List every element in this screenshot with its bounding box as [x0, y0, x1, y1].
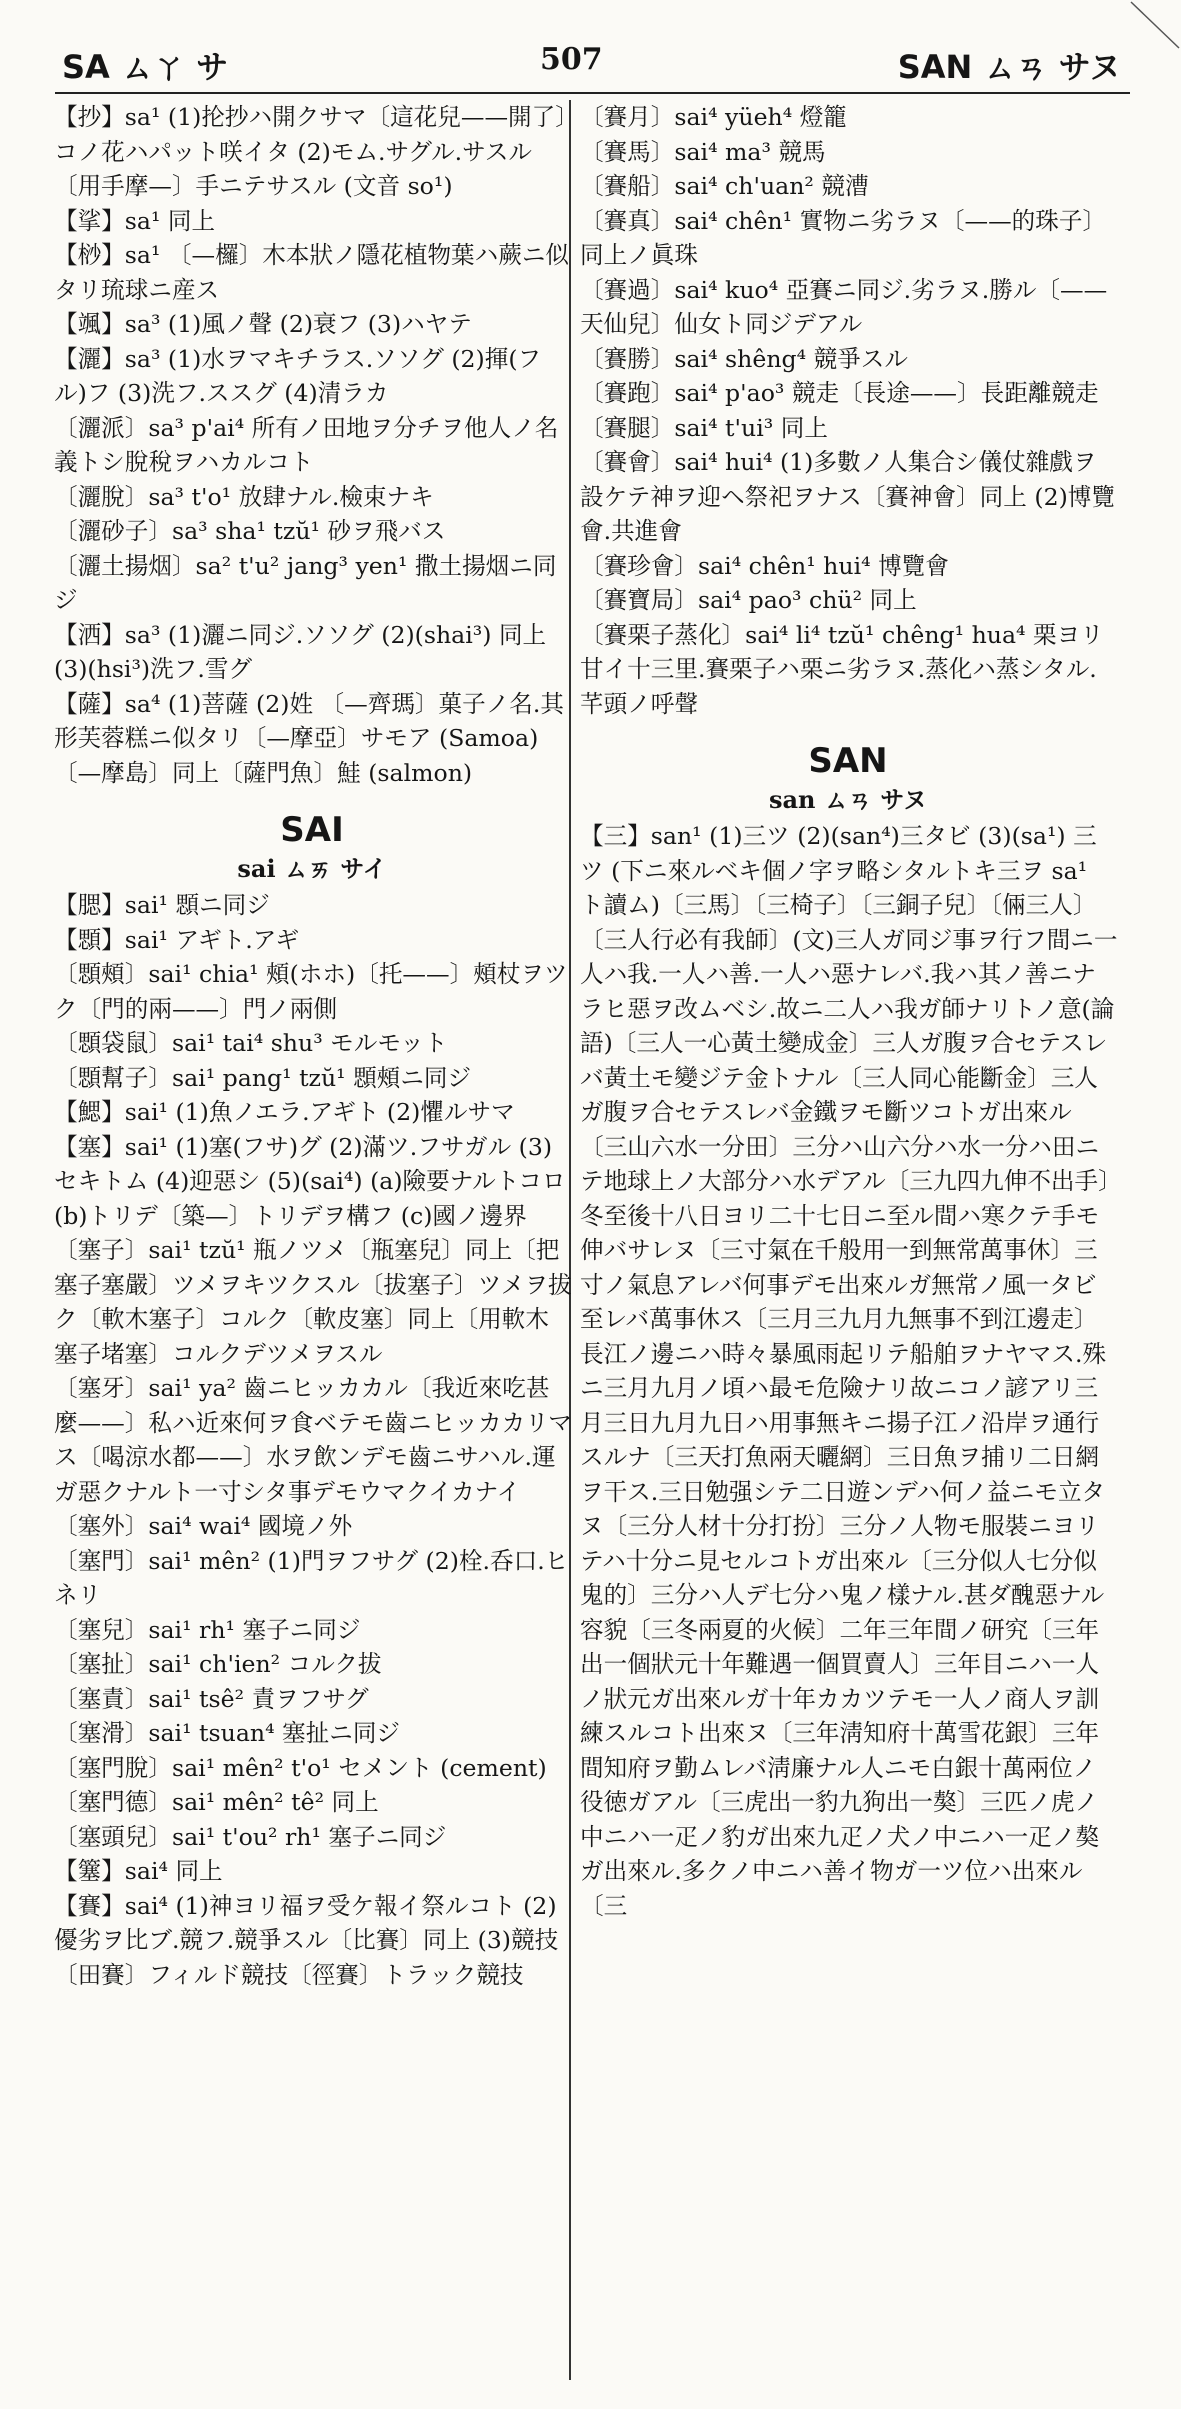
entry-san1-three: 【三】san¹ (1)三ツ (2)(san⁴)三タビ (3)(sa¹) 三ツ (下ニ來ルベキ個ノ字ヲ略シタルトキ三ヲ sa¹ ト讀ム)〔三馬〕〔三椅子〕〔三銅子兒〕〔倆三人〕: [580, 822, 1097, 919]
section-title: SAN: [808, 741, 888, 781]
header-right-guideword: SAN ㄙㄢ サヌ: [897, 48, 1121, 86]
entry-sa1-suo: 【抄】sa¹ (1)抡抄ハ開クサマ〔這花兒——開了〕コノ花ハパット咲イタ (2)モム.サグル.サスル〔用手摩—〕手ニテサスル (文音 so¹): [54, 103, 568, 200]
entry-sai4-kuo: 〔賽過〕sai⁴ kuo⁴ 亞賽ニ同ジ.劣ラヌ.勝ル〔——天仙兒〕仙女ト同ジデアル: [580, 275, 1108, 338]
page-corner-mark: [1121, 0, 1181, 60]
entry-sa3-sa: 【颯】sa³ (1)風ノ聲 (2)衰フ (3)ハヤテ: [54, 310, 472, 338]
header-left-guideword: SA ㄙㄚ サ: [62, 48, 229, 86]
section-heading-san: [578, 739, 1118, 817]
entry-sai4-chen: 〔賽真〕sai⁴ chên¹ 實物ニ劣ラヌ〔——的珠子〕同上ノ眞珠: [580, 206, 1107, 269]
header-rule: [55, 92, 1130, 94]
entry-sai1-sai: 【腮】sai¹ 顋ニ同ジ: [54, 891, 270, 919]
entry-sai1-sai-2: 【顋】sai¹ アギト.アギ: [54, 925, 300, 954]
entry-sai4-sheng: 〔賽勝〕sai⁴ shêng⁴ 競爭スル: [580, 344, 908, 373]
entry-sai4-ma: 〔賽馬〕sai⁴ ma³ 競馬: [580, 137, 826, 166]
entry-sai1-ya: 〔塞牙〕sai¹ ya² 齒ニヒッカカル〔我近來吃甚麼——〕私ハ近來何ヲ食ベテモ齒ニヒッカカリマス〔喝涼水都——〕水ヲ飲ンデモ齒ニサハル.運ガ惡クナルト一寸シタ事デモウマクイカナイ: [54, 1374, 572, 1506]
entry-sa3-to: 〔灑脫〕sa³ t'o¹ 放肆ナル.檢束ナキ: [54, 482, 434, 511]
entry-sai4-compete: 【賽】sai⁴ (1)神ヨリ福ヲ受ケ報イ祭ルコト (2)優劣ヲ比ブ.競フ.競爭スル〔比賽〕同上 (3)競技〔田賽〕フィルド競技〔徑賽〕トラック競技: [54, 1891, 559, 1989]
section-title: SAI: [280, 810, 344, 850]
entry-sa3-pai: 〔灑派〕sa³ p'ai⁴ 所有ノ田地ヲ分チヲ他人ノ名義トシ脫稅ヲハカルコト: [54, 413, 559, 476]
entry-sai1-taishu: 〔顋袋鼠〕sai¹ tai⁴ shu³ モルモット: [54, 1029, 448, 1057]
page-number: 507: [540, 42, 603, 77]
entry-sa4-sa: 【薩】sa⁴ (1)菩薩 (2)姓 〔—齊瑪〕菓子ノ名.其形芙蓉糕ニ似タリ〔—摩亞〕サモア (Samoa)〔—摩島〕同上〔薩門魚〕鮭 (salmon): [54, 689, 564, 787]
entry-san1-proverbs: 〔三人行必有我師〕(文)三人ガ同ジ事ヲ行フ間ニ一人ハ我.一人ハ善.一人ハ惡ナレバ.我ハ其ノ善ニナラヒ惡ヲ改ムベシ.故ニ二人ハ我ガ師ナリトノ意(論語)〔三人一心黃土變成金〕三人ガ腹ヲ合セテスレバ黃土モ變ジテ金トナル〔三人同心能斷金〕三人ガ腹ヲ合セテスレバ金鐵ヲモ斷ツコトガ出來ル〔三山六水一分田〕三分ハ山六分ハ水一分ハ田ニテ地球上ノ大部分ハ水デアル〔三九四九伸不出手〕冬至後十八日ヨリ二十七日ニ至ル間ハ寒クテ手モ伸バサレヌ〔三寸氣在千般用一到無常萬事休〕三寸ノ氣息アレバ何事デモ出來ルガ無常ノ風一タビ至レバ萬事休ス〔三月三九月九無事不到江邊走〕長江ノ邊ニハ時々暴風雨起リテ船舶ヲナヤマス.殊ニ三月九月ノ頃ハ最モ危險ナリ故ニコノ諺アリ三月三日九月九日ハ用事無キニ揚子江ノ沿岸ヲ通行スルナ〔三天打魚兩天曬網〕三日魚ヲ捕リ二日網ヲ干ス.三日勉强シテ二日遊ンデハ何ノ益ニモ立タヌ〔三分人材十分打扮〕三分ノ人物モ服裝ニヨリテハ十分ニ見セルコトガ出來ル〔三分似人七分似鬼的〕三分ハ人デ七分ハ鬼ノ樣ナル.甚ダ醜惡ナル容貌〔三冬兩夏的火候〕二年三年間ノ研究〔三年出一個狀元十年難遇一個買賣人〕三年目ニハ一人ノ狀元ガ出來ルガ十年カカツテモ一人ノ商人ヲ訓練スルコト出來ヌ〔三年淸知府十萬雪花銀〕三年間知府ヲ勤ムレバ淸廉ナル人ニモ白銀十萬兩位ノ役徳ガアル〔三虎出一豹九狗出一獒〕三匹ノ虎ノ中ニハ一疋ノ豹ガ出來九疋ノ犬ノ中ニハ一疋ノ獒ガ出來ル.多クノ中ニハ善イ物ガ一ツ位ハ出來ル〔三: [580, 925, 1118, 1920]
entry-sai1-tsuan: 〔塞滑〕sai¹ tsuan⁴ 塞扯ニ同ジ: [54, 1719, 401, 1747]
entry-sai1-ment-te: 〔塞門德〕sai¹ mên² tê² 同上: [54, 1788, 379, 1816]
entry-sai1-men: 〔塞門〕sai¹ mên² (1)門ヲフサグ (2)栓.呑口.ヒネリ: [54, 1546, 569, 1609]
right-column: [578, 100, 1118, 1923]
entry-sai4-lizi: 〔賽栗子蒸化〕sai⁴ li⁴ tzŭ¹ chêng¹ hua⁴ 栗ヨリ甘イ十三里.賽栗子ハ栗ニ劣ラヌ.蒸化ハ蒸シタル.芊頭ノ呼聲: [580, 620, 1104, 718]
entry-sai1-stopper: 〔塞子〕sai¹ tzŭ¹ 瓶ノツメ〔瓶塞兒〕同上〔把塞子塞嚴〕ツメヲキツクスル〔拔塞子〕ツメヲ拔ク〔軟木塞子〕コルク〔軟皮塞〕同上〔用軟木塞子堵塞〕コルクデツメヲスル: [54, 1236, 572, 1368]
entry-sai1-chia: 〔顋頰〕sai¹ chia¹ 頰(ホホ)〔托——〕頰杖ヲツク〔門的兩——〕門ノ兩側: [54, 960, 568, 1023]
entry-sa3-xi: 【洒】sa³ (1)灑ニ同ジ.ソソグ (2)(shai³) 同上 (3)(hsi³)洗フ.雪グ: [54, 620, 547, 683]
entry-sa3-shazi: 〔灑砂子〕sa³ sha¹ tzŭ¹ 砂ヲ飛バス: [54, 517, 446, 545]
entry-sai4-chen-hui: 〔賽珍會〕sai⁴ chên¹ hui⁴ 博覽會: [580, 551, 949, 580]
entry-sai1-tse: 〔塞責〕sai¹ tsê² 責ヲフサグ: [54, 1684, 369, 1713]
entry-sai1-pangzi: 〔顋幫子〕sai¹ pang¹ tzŭ¹ 顋頰ニ同ジ: [54, 1063, 472, 1092]
entry-sai1-chien: 〔塞扯〕sai¹ ch'ien² コルク拔: [54, 1650, 382, 1678]
entry-sai4-pao: 〔賽跑〕sai⁴ p'ao³ 競走〔長途——〕長距離競走: [580, 379, 1099, 407]
entry-sa1-sha: 【挲】sa¹ 同上: [54, 206, 216, 235]
entry-sai1-block: 【塞】sai¹ (1)塞(フサ)グ (2)滿ツ.フサガル (3)セキトム (4)迎惡シ (5)(sai⁴) (a)險要ナルトコロ (b)トリデ〔築—〕トリデヲ構フ (c)國ノ邊界: [54, 1132, 566, 1230]
entry-sa2-tu: 〔灑土揚烟〕sa² t'u² jang³ yen¹ 撒土揚烟ニ同ジ: [54, 551, 557, 614]
entry-sai4-pao-chu: 〔賽寶局〕sai⁴ pao³ chü² 同上: [580, 586, 917, 614]
section-subtitle: sai ㄙㄞ サイ: [237, 854, 387, 883]
entry-sai1-fish: 【鰓】sai¹ (1)魚ノエラ.アギト (2)懼ルサマ: [54, 1098, 515, 1126]
section-subtitle: san ㄙㄢ サヌ: [768, 785, 928, 814]
entry-sa3-sa-water: 【灑】sa³ (1)水ヲマキチラス.ソソグ (2)揮(フル)フ (3)洗フ.ススグ (4)清ラカ: [54, 344, 542, 407]
entry-sai1-touer: 〔塞頭兒〕sai¹ t'ou² rh¹ 塞子ニ同ジ: [54, 1822, 447, 1851]
entry-sai1-ment-to: 〔塞門脫〕sai¹ mên² t'o¹ セメント (cement): [54, 1753, 547, 1782]
page-header: [0, 36, 1181, 96]
entry-sa1-suoluo: 【桫】sa¹ 〔—欏〕木本狀ノ隱花植物葉ハ蕨ニ似タリ琉球ニ産ス: [54, 241, 570, 304]
entry-sai4-tui: 〔賽腿〕sai⁴ t'ui³ 同上: [580, 413, 828, 442]
entry-sai4-yueh: 〔賽月〕sai⁴ yüeh⁴ 燈籠: [580, 103, 847, 131]
left-column: [52, 100, 572, 1992]
section-heading-sai: [52, 808, 572, 886]
entry-sai4-wai: 〔塞外〕sai⁴ wai⁴ 國境ノ外: [54, 1512, 353, 1540]
entry-sai4-chuan: 〔賽船〕sai⁴ ch'uan² 競漕: [580, 172, 869, 200]
entry-sai1-rh: 〔塞兒〕sai¹ rh¹ 塞子ニ同ジ: [54, 1615, 361, 1644]
entry-sai4-sai-bamboo: 【簺】sai⁴ 同上: [54, 1857, 223, 1885]
entry-sai4-hui: 〔賽會〕sai⁴ hui⁴ (1)多數ノ人集合シ儀仗雜戲ヲ設ケテ神ヲ迎ヘ祭祀ヲナス〔賽神會〕同上 (2)博覽會.共進會: [580, 448, 1115, 545]
